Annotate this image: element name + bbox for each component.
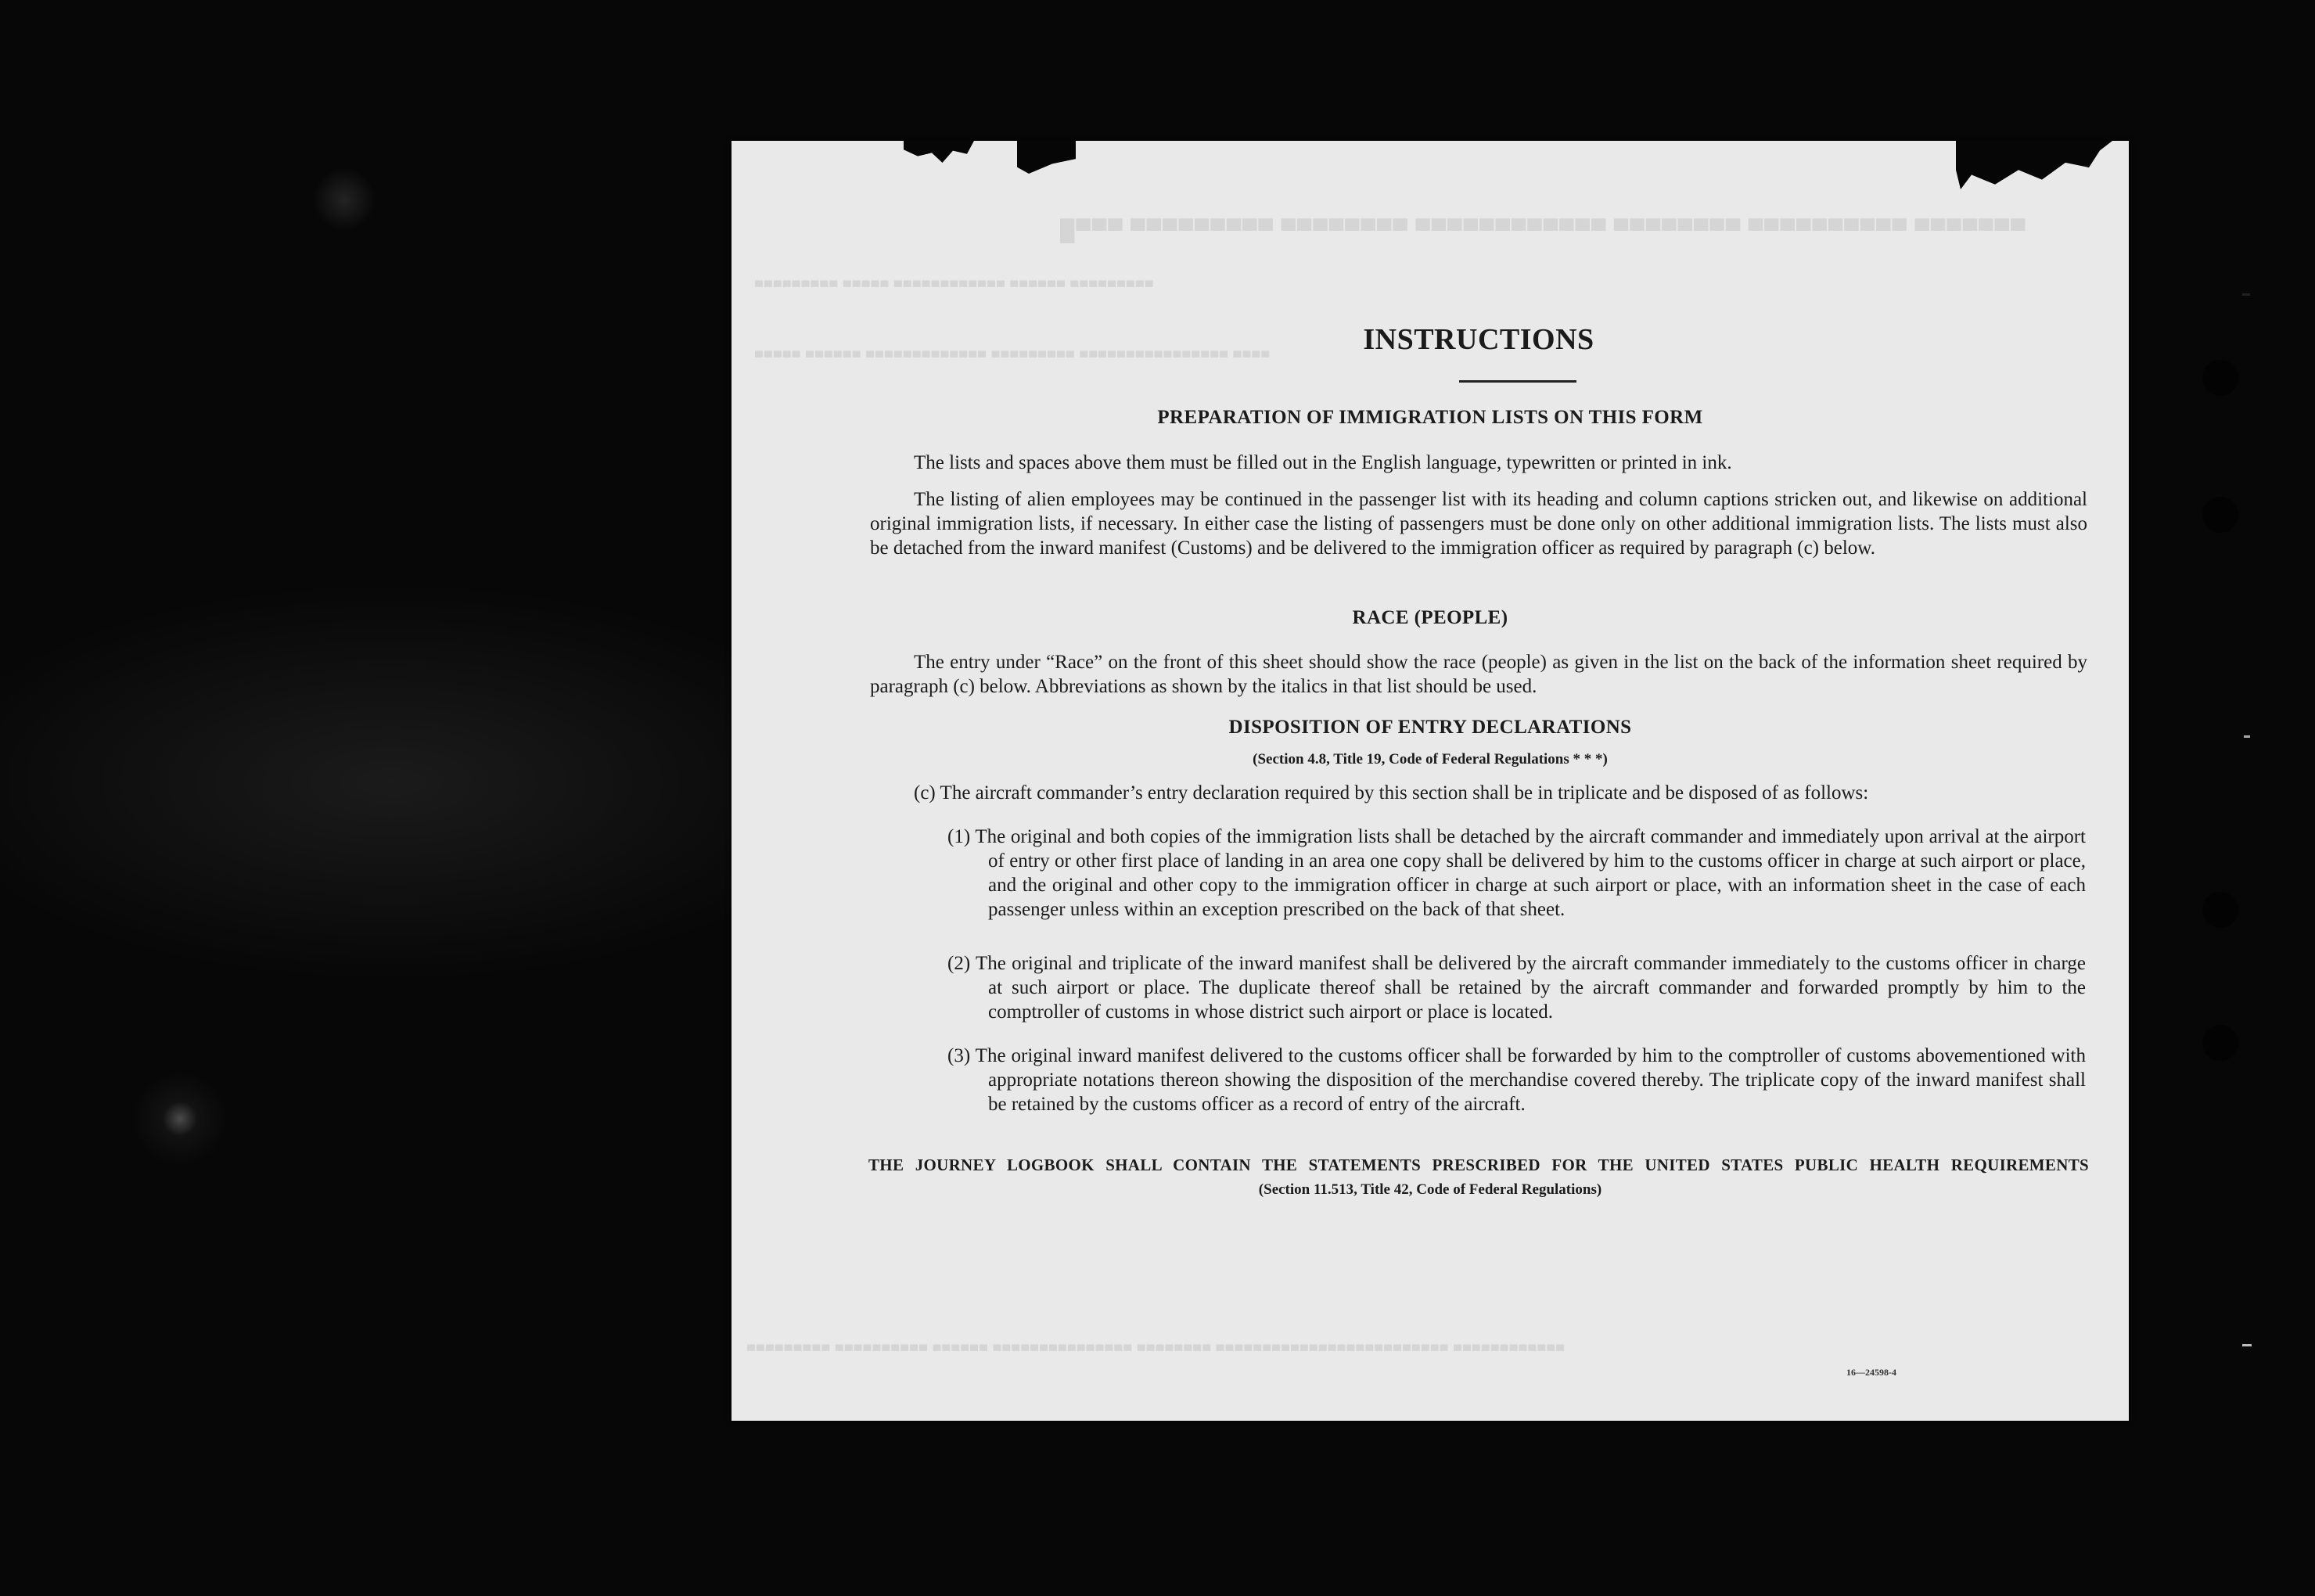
section-heading-race: RACE (PEOPLE): [1352, 607, 1508, 628]
paragraph-preparation-2: The listing of alien employees may be continued in the passenger list with its heading and column captions stricken out, and likewise on additional original immigration lists, if necessary. In either case the listing of passengers must be done only on other additional immigration lists. The lists must also be detached from the inward manifest (Customs) and be delivered to the immigration officer as required by paragraph (c) below.: [870, 489, 2087, 559]
section-heading-disposition: DISPOSITION OF ENTRY DECLARATIONS: [1228, 717, 1632, 738]
punch-hole: [2202, 497, 2238, 533]
bleed-through-line-1: ▀▀▀▀▀▀▀▀▀ ▀▀▀▀▀ ▀▀▀▀▀▀▀▀▀▀▀▀ ▀▀▀▀▀▀ ▀▀▀▀▀▀▀▀▀: [755, 282, 1155, 293]
document-sheet: [732, 141, 2129, 1421]
paragraph-preparation-1: The lists and spaces above them must be filled out in the English language, typewritten or printed in ink.: [914, 452, 1732, 473]
disposition-item-1: (1) The original and both copies of the immigration lists shall be detached by the aircraft commander and immediately upon arrival at the airport of entry or other first place of landing in an area one copy shall be delivered by him to the customs officer in charge at such airport or place, and the original and other copy to the immigration officer in charge at such airport or place, with an information sheet in the case of each passenger unless within an exception prescribed on the back of that sheet.: [947, 826, 2086, 920]
bleed-through-header: █▀▀▀ ▀▀▀▀▀▀▀▀▀ ▀▀▀▀▀▀▀▀ ▀▀▀▀▀▀▀▀▀▀▀▀ ▀▀▀▀▀▀▀▀ ▀▀▀▀▀▀▀▀▀▀ ▀▀▀▀▀▀▀: [1060, 219, 2027, 242]
edge-mark: [2242, 293, 2250, 296]
punch-hole: [2202, 892, 2238, 928]
page-title: INSTRUCTIONS: [1363, 323, 1594, 356]
disposition-intro: (c) The aircraft commander’s entry declaration required by this section shall be in triplicate and be disposed of as follows:: [914, 782, 1869, 803]
document-content: [732, 141, 2129, 1421]
bleed-through-line-3: ▀▀▀▀▀▀▀▀▀ ▀▀▀▀▀▀▀▀▀▀ ▀▀▀▀▀▀ ▀▀▀▀▀▀▀▀▀▀▀▀▀▀▀ ▀▀▀▀▀▀▀▀ ▀▀▀▀▀▀▀▀▀▀▀▀▀▀▀▀▀▀▀▀▀▀▀▀▀ ▀▀▀▀▀▀▀▀▀▀▀▀: [747, 1346, 1566, 1357]
disposition-item-2: (2) The original and triplicate of the inward manifest shall be delivered by the aircraft commander immediately to the customs officer in charge at such airport or place. The duplicate thereof shall be retained by the aircraft commander and forwarded promptly by him to the comptroller of customs in whose district such airport or place is located.: [947, 953, 2086, 1023]
disposition-item-3: (3) The original inward manifest delivered to the customs officer shall be forwarded by him to the comptroller of customs abovementioned with appropriate notations thereon showing the disposition of the merchandise covered thereby. The triplicate copy of the inward manifest shall be retained by the customs officer as a record of entry of the aircraft.: [947, 1045, 2086, 1115]
section-heading-preparation: PREPARATION OF IMMIGRATION LISTS ON THIS FORM: [1157, 407, 1703, 428]
edge-mark: [2244, 735, 2250, 738]
punch-hole: [2202, 360, 2238, 396]
bleed-through-line-2: ▀▀▀▀▀ ▀▀▀▀▀▀ ▀▀▀▀▀▀▀▀▀▀▀▀▀ ▀▀▀▀▀▀▀▀▀ ▀▀▀▀▀▀▀▀▀▀▀▀▀▀▀▀ ▀▀▀▀: [755, 352, 1271, 364]
form-number: 16—24598-4: [1846, 1367, 1896, 1378]
title-underline: [1459, 380, 1576, 383]
edge-mark: [2242, 1344, 2252, 1346]
punch-hole: [2202, 1025, 2238, 1061]
footer-citation: (Section 11.513, Title 42, Code of Federal Regulations): [1258, 1181, 1602, 1198]
disposition-citation: (Section 4.8, Title 19, Code of Federal Regulations * * *): [1253, 751, 1608, 767]
paragraph-race: The entry under “Race” on the front of this sheet should show the race (people) as given in the list on the back of the information sheet required by paragraph (c) below. Abbreviations as shown by the italics in that list should be used.: [870, 652, 2087, 697]
footer-health-statement: THE JOURNEY LOGBOOK SHALL CONTAIN THE STATEMENTS PRESCRIBED FOR THE UNITED STATES PUBLIC HEALTH REQUIREMENTS: [868, 1156, 2089, 1174]
